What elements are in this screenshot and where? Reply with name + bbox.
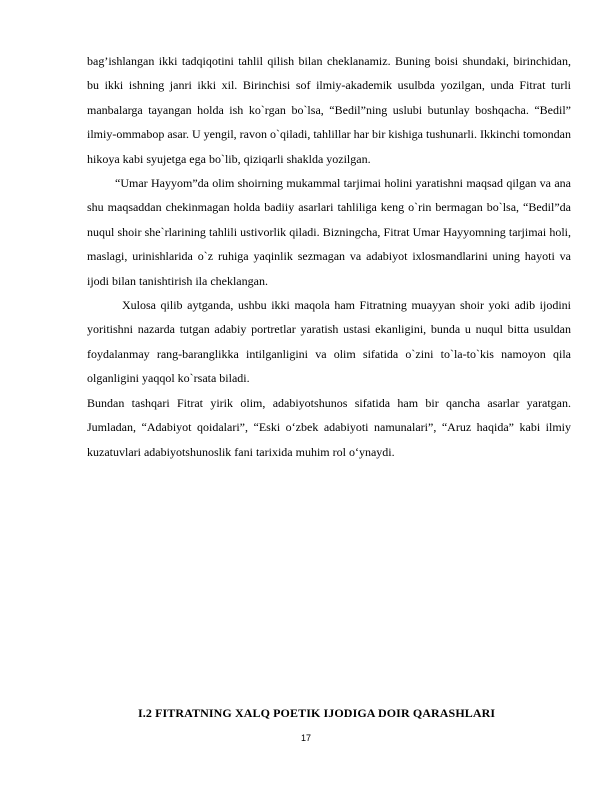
paragraph-2: “Umar Hayyom”da olim shoirning mukammal tarjimai holini yaratishni maqsad qilgan va ana shu maqsaddan chekinmagan holda badiiy asarlari tahliliga keng o`rin bermagan bo`lsa, “Bedil”da nuqul shoir she`rlarining tahlili ustivorlik qiladi. Bizningcha, Fitrat Umar Hayyomning tarjimai holi, maslagi, urinishlarida o`z ruhiga yaqinlik sezmagan va adabiyot ixlosmandlarini uning hayoti va ijodi bilan tanishtirish ila cheklangan.	[87, 176, 571, 288]
body-text	[87, 49, 571, 464]
paragraph-3: Xulosa qilib aytganda, ushbu ikki maqola ham Fitratning muayyan shoir yoki adib ijodini yoritishni nazarda tutgan adabiy portretlar yaratish ustasi ekanligini, bunda u nuqul bitta usuldan foydalanmay rang-baranglikka intilganligini va olim sifatida o`zini to`la-to`kis namoyon qila olganligini yaqqol ko`rsata biladi.	[87, 298, 571, 386]
page-number: 17	[300, 733, 311, 743]
section-heading: I.2 FITRATNING XALQ POETIK IJODIGA DOIR QARASHLARI	[138, 706, 496, 720]
paragraph-4: Bundan tashqari Fitrat yirik olim, adabiyotshunos sifatida ham bir qancha asarlar yaratgan. Jumladan, “Adabiyot qoidalari”, “Eski o‘zbek adabiyoti namunalari”, “Aruz haqida” kabi ilmiy kuzatuvlari adabiyotshunoslik fani tarixida muhim rol o‘ynaydi.	[87, 395, 571, 459]
paragraph-1: bag’ishlangan ikki tadqiqotini tahlil qilish bilan cheklanamiz. Buning boisi shundaki, birinchidan, bu ikki ishning janri ikki xil. Birinchisi sof ilmiy-akademik usulbda yozilgan, unda Fitrat turli manbalarga tayangan holda ish ko`rgan bo`lsa, “Bedil”ning uslubi butunlay boshqacha. “Bedil” ilmiy-ommabop asar. U yengil, ravon o`qiladi, tahlillar har bir kishiga tushunarli. Ikkinchi tomondan hikoya kabi syujetga ega bo`lib, qiziqarli shaklda yozilgan.	[87, 54, 571, 166]
